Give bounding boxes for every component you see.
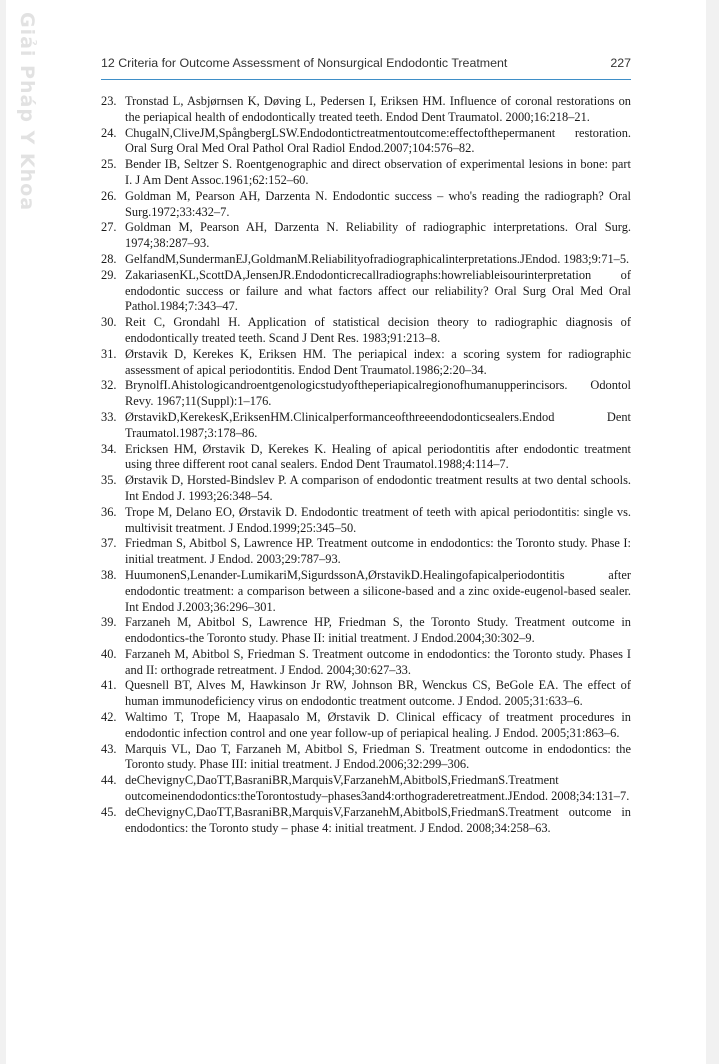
reference-item — [101, 505, 631, 537]
reference-text: GelfandM,SundermanEJ,GoldmanM.Reliabilityofradiographicalinterpretations.JEndod. 1983;9:71–5. — [125, 251, 630, 266]
reference-item — [101, 805, 631, 837]
reference-text: HuumonenS,Lenander-LumikariM,SigurdssonA,ØrstavikD.Healingofapicalperiodontitis after endodontic treatment: a comparison between a silicone-based and a zinc oxide-eugenol-based sealer. Int Endod J.2003;36:296–301. — [125, 567, 631, 614]
reference-text: ChugalN,CliveJM,SpångbergLSW.Endodontictreatmentoutcome:effectofthepermanent restoration. Oral Surg Oral Med Oral Pathol Oral Radiol Endod.2007;104:576–82. — [125, 125, 631, 156]
reference-text: Tronstad L, Asbjørnsen K, Døving L, Pedersen I, Eriksen HM. Influence of coronal restorations on the periapical health of endodontically treated teeth. Endod Dent Traumatol. 2000;16:218–21. — [125, 94, 631, 124]
reference-text: Farzaneh M, Abitbol S, Friedman S. Treatment outcome in endodontics: the Toronto study. Phases I and II: orthograde retreatment. J Endod. 2004;30:627–33. — [125, 646, 631, 677]
reference-text: Friedman S, Abitbol S, Lawrence HP. Treatment outcome in endodontics: the Toronto study. Phase I: initial treatment. J Endod. 2003;29:787–93. — [125, 536, 631, 567]
reference-number: 27. — [101, 220, 117, 235]
reference-text: Goldman M, Pearson AH, Darzenta N. Endodontic success – who's reading the radiograph? Oral Surg.1972;33:432–7. — [125, 188, 631, 219]
reference-number: 29. — [101, 267, 117, 282]
reference-item — [101, 220, 631, 252]
reference-item — [101, 615, 631, 647]
reference-item — [101, 568, 631, 615]
reference-item — [101, 189, 631, 221]
chapter-title: 12 Criteria for Outcome Assessment of Nonsurgical Endodontic Treatment — [101, 56, 508, 70]
reference-number: 44. — [101, 773, 117, 788]
reference-text: BrynolfI.Ahistologicandroentgenologicstudyoftheperiapicalregionofhumanupperincisors. Odontol Revy. 1967;11(Suppl):1–176. — [125, 378, 631, 409]
reference-item — [101, 473, 631, 505]
reference-item — [101, 157, 631, 189]
reference-number: 25. — [101, 157, 117, 172]
reference-number: 24. — [101, 125, 117, 140]
reference-number: 42. — [101, 710, 117, 725]
reference-text: Bender IB, Seltzer S. Roentgenographic and direct observation of experimental lesions in bone: part I. J Am Dent Assoc.1961;62:152–60. — [125, 157, 631, 187]
reference-text: Goldman M, Pearson AH, Darzenta N. Reliability of radiographic interpretations. Oral Surg. 1974;38:287–93. — [125, 220, 631, 251]
reference-number: 32. — [101, 378, 117, 393]
reference-number: 31. — [101, 346, 117, 361]
reference-number: 39. — [101, 615, 117, 630]
reference-text: Marquis VL, Dao T, Farzaneh M, Abitbol S, Friedman S. Treatment outcome in endodontics: the Toronto study. Phase III: initial treatment. J Endod.2006;32:299–306. — [125, 741, 631, 772]
reference-number: 40. — [101, 646, 117, 661]
reference-number: 33. — [101, 409, 117, 424]
reference-text: Ørstavik D, Kerekes K, Eriksen HM. The periapical index: a scoring system for radiographic assessment of apical periodontitis. Endod Dent Traumatol.1986;2:20–34. — [125, 346, 631, 377]
reference-item — [101, 315, 631, 347]
watermark-text: Giải Pháp Y Khoa — [16, 12, 38, 212]
reference-number: 35. — [101, 473, 117, 488]
reference-number: 30. — [101, 315, 117, 330]
reference-item — [101, 442, 631, 474]
reference-number: 43. — [101, 741, 117, 756]
reference-text: ØrstavikD,KerekesK,EriksenHM.Clinicalperformanceofthreeendodonticsealers.Endod Dent Traumatol.1987;3:178–86. — [125, 409, 631, 440]
reference-number: 45. — [101, 804, 117, 819]
reference-item — [101, 94, 631, 126]
reference-item — [101, 378, 631, 410]
reference-number: 38. — [101, 567, 117, 582]
document-page — [6, 0, 706, 1064]
reference-text: deChevignyC,DaoTT,BasraniBR,MarquisV,FarzanehM,AbitbolS,FriedmanS.Treatment outcomeinendodontics:theTorontostudy–phases3and4:orthograderetreatment.JEndod. 2008;34:131–7. — [125, 773, 630, 804]
reference-text: ZakariasenKL,ScottDA,JensenJR.Endodonticrecallradiographs:howreliableisourinterpretation of endodontic success or failure and what factors affect our reliability? Oral Surg Oral Med Oral Pathol.1984;7:343–47. — [125, 267, 631, 314]
reference-item — [101, 773, 631, 805]
reference-item — [101, 126, 631, 158]
reference-list — [101, 94, 631, 836]
reference-text: deChevignyC,DaoTT,BasraniBR,MarquisV,FarzanehM,AbitbolS,FriedmanS.Treatment outcome in endodontics: the Toronto study – phase 4: initial treatment. J Endod. 2008;34:258–63. — [125, 804, 631, 835]
reference-number: 23. — [101, 94, 117, 108]
reference-text: Trope M, Delano EO, Ørstavik D. Endodontic treatment of teeth with apical periodontitis: single vs. multivisit treatment. J Endod.1999;25:345–50. — [125, 504, 631, 535]
reference-number: 28. — [101, 251, 117, 266]
reference-item — [101, 536, 631, 568]
reference-text: Quesnell BT, Alves M, Hawkinson Jr RW, Johnson BR, Wenckus CS, BeGole EA. The effect of human immunodeficiency virus on endodontic treatment outcome. J Endod. 2005;31:633–6. — [125, 678, 631, 709]
reference-item — [101, 647, 631, 679]
reference-text: Farzaneh M, Abitbol S, Lawrence HP, Friedman S, the Toronto Study. Treatment outcome in endodontics-the Toronto study. Phase II: initial treatment. J Endod.2004;30:302–9. — [125, 615, 631, 646]
reference-number: 34. — [101, 441, 117, 456]
reference-number: 36. — [101, 504, 117, 519]
reference-text: Ørstavik D, Horsted-Bindslev P. A comparison of endodontic treatment results at two dental schools. Int Endod J. 1993;26:348–54. — [125, 473, 631, 503]
reference-number: 41. — [101, 678, 117, 693]
reference-item — [101, 252, 631, 268]
reference-item — [101, 410, 631, 442]
reference-item — [101, 710, 631, 742]
reference-item — [101, 347, 631, 379]
running-header — [101, 53, 631, 80]
reference-text: Ericksen HM, Ørstavik D, Kerekes K. Healing of apical periodontitis after endodontic treatment using three different root canal sealers. Endod Dent Traumatol.1988;4:114–7. — [125, 441, 631, 472]
page-number: 227 — [610, 56, 631, 70]
reference-number: 26. — [101, 188, 117, 203]
reference-item — [101, 678, 631, 710]
reference-text: Waltimo T, Trope M, Haapasalo M, Ørstavik D. Clinical efficacy of treatment procedures in endodontic infection control and one year follow-up of periapical healing. J Endod. 2005;31:863–6. — [125, 710, 631, 740]
reference-number: 37. — [101, 536, 117, 551]
reference-item — [101, 268, 631, 315]
reference-text: Reit C, Grondahl H. Application of statistical decision theory to radiographic diagnosis of endodontically treated teeth. Scand J Dent Res. 1983;91:213–8. — [125, 315, 631, 345]
reference-item — [101, 742, 631, 774]
